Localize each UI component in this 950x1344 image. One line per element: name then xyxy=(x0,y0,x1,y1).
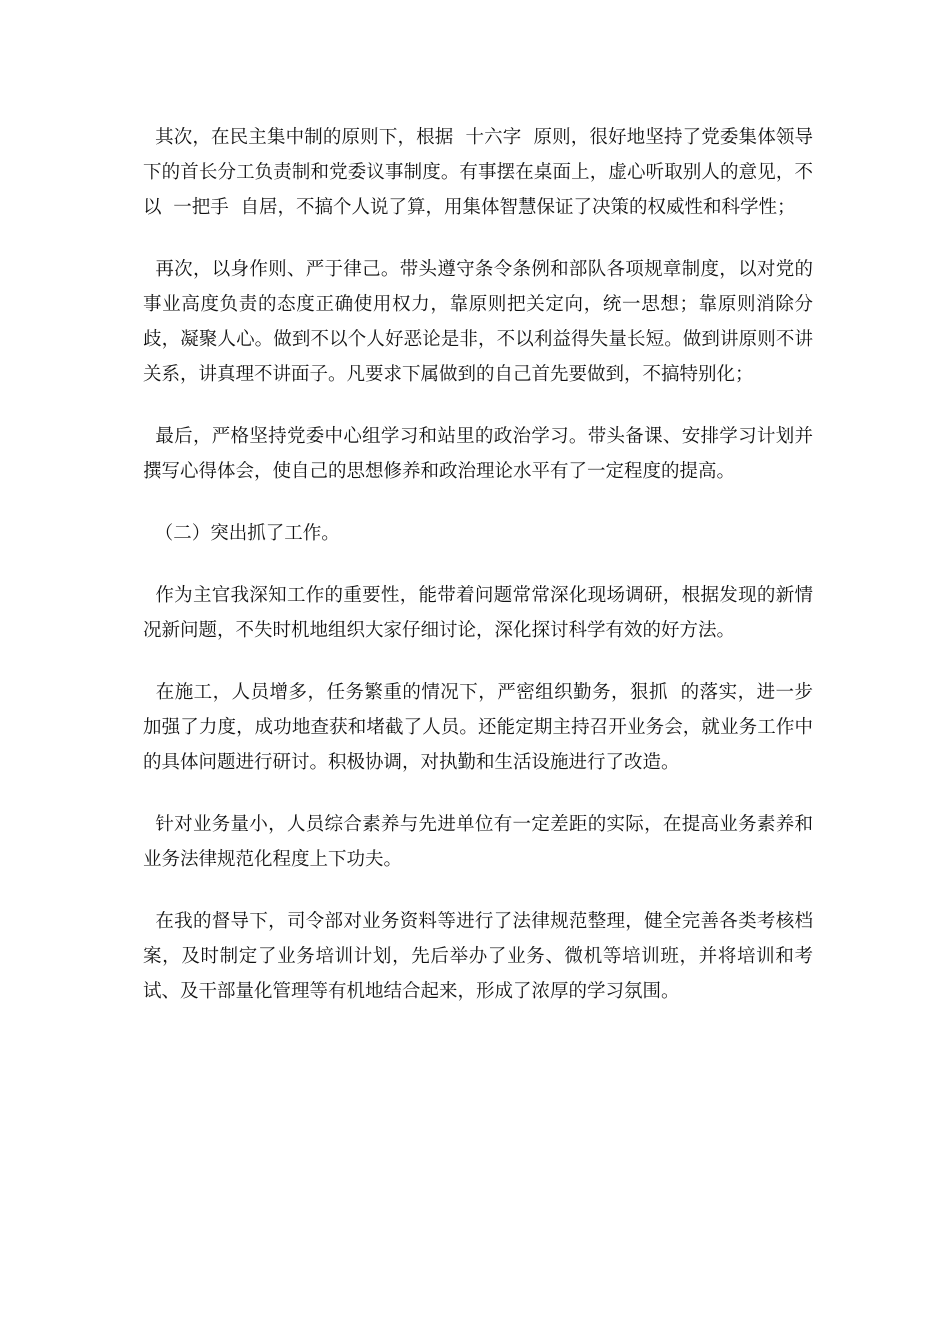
paragraph: 针对业务量小，人员综合素养与先进单位有一定差距的实际，在提高业务素养和业务法律规范化程度上下功夫。 xyxy=(143,814,813,870)
paragraph: 再次，以身作则、严于律己。带头遵守条令条例和部队各项规章制度，以对党的事业高度负责的态度正确使用权力，靠原则把关定向，统一思想；靠原则消除分歧，凝聚人心。做到不以个人好恶论是非，不以利益得失量长短。做到讲原则不讲关系，讲真理不讲面子。凡要求下属做到的自己首先要做到，不搞特别化； xyxy=(143,259,813,385)
section-heading: （二）突出抓了工作。 xyxy=(143,523,340,544)
paragraph: 作为主官我深知工作的重要性，能带着问题常常深化现场调研，根据发现的新情况新问题，不失时机地组织大家仔细讨论，深化探讨科学有效的好方法。 xyxy=(143,585,813,641)
paragraph: 最后，严格坚持党委中心组学习和站里的政治学习。带头备课、安排学习计划并撰写心得体会，使自己的思想修养和政治理论水平有了一定程度的提高。 xyxy=(143,426,813,482)
document-body xyxy=(143,120,813,1036)
paragraph: 其次，在民主集中制的原则下，根据 十六字 原则，很好地坚持了党委集体领导下的首长分工负责制和党委议事制度。有事摆在桌面上，虚心听取别人的意见，不以 一把手 自居，不搞个人说了算，用集体智慧保证了决策的权威性和科学性； xyxy=(143,127,813,218)
paragraph: 在施工，人员增多，任务繁重的情况下，严密组织勤务，狠抓 的落实，进一步加强了力度，成功地查获和堵截了人员。还能定期主持召开业务会，就业务工作中的具体问题进行研讨。积极协调，对执勤和生活设施进行了改造。 xyxy=(143,682,814,773)
paragraph: 在我的督导下，司令部对业务资料等进行了法律规范整理，健全完善各类考核档案，及时制定了业务培训计划，先后举办了业务、微机等培训班，并将培训和考试、及干部量化管理等有机地结合起来，形成了浓厚的学习氛围。 xyxy=(143,911,813,1002)
